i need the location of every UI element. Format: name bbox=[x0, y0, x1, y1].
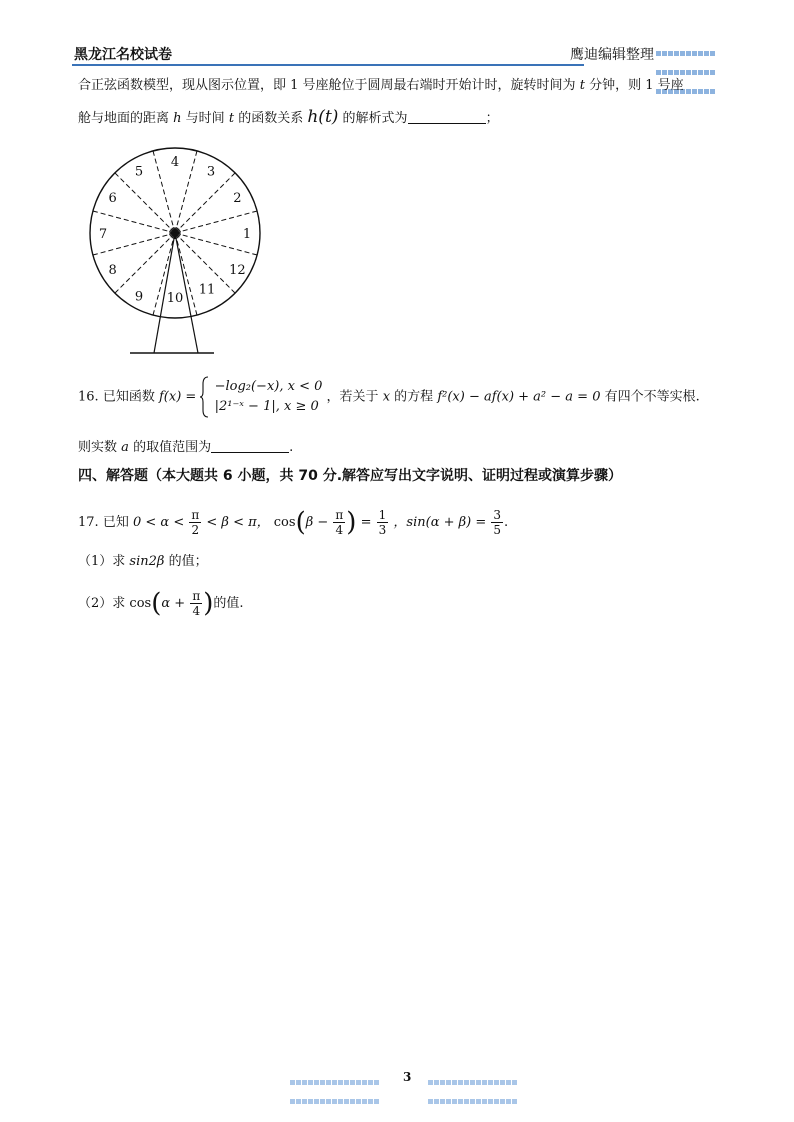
piecewise-function bbox=[200, 376, 322, 418]
seat-label: 7 bbox=[98, 227, 108, 242]
header-right-title: 鹰迪编辑整理 bbox=[570, 47, 654, 63]
left-brace-icon bbox=[200, 376, 210, 418]
wheel-spoke bbox=[175, 173, 235, 233]
seat-label: 6 bbox=[108, 191, 117, 206]
seat-label: 11 bbox=[198, 282, 216, 298]
problem16-equation: f²(x) − af(x) + a² − a = 0 bbox=[437, 389, 601, 405]
fraction-pi-over-2: $\frac{\pi}{2}$ bbox=[191, 508, 200, 537]
problem17-question-1: （1）求 sin2β 的值； bbox=[78, 554, 208, 569]
problem17-question-2: （2）求 cos(α + $\frac{\pi}{4}$ )的值. bbox=[78, 588, 244, 619]
problem16-line1: 16. 已知函数 f(x) = −log₂(−x), x < 0 |2¹⁻ˣ − 1|, x ≥ 0 ，若关于 x 的方程 f²(x) − af(x) + a² − a = 0 有四个不等实根. bbox=[78, 376, 700, 416]
seat-label: 8 bbox=[108, 263, 117, 278]
header-decoration bbox=[656, 42, 722, 66]
seat-label: 10 bbox=[166, 291, 184, 306]
piecewise-case-1: −log₂(−x), x < 0 bbox=[214, 379, 323, 394]
footer-decoration-right bbox=[428, 1071, 518, 1109]
problem17-statement: 17. 已知 0 < α < $\frac{\pi}{2}$ < β < π， cos(β − $\frac{\pi}{4}$ ) = $\frac{1}{3}$ ，sin(α + β) = $\frac{3}{5}$ . bbox=[78, 507, 509, 538]
seat-label: 2 bbox=[233, 191, 242, 206]
seat-label: 12 bbox=[229, 263, 246, 278]
header-rule bbox=[72, 64, 584, 66]
fraction-three-fifths: $\frac{3}{5}$ bbox=[493, 508, 502, 537]
fraction-pi-over-4: $\frac{\pi}{4}$ bbox=[335, 508, 344, 537]
page-header bbox=[72, 40, 722, 64]
problem15-line2: 舱与地面的距离 h 与时间 t 的函数关系 h(t) 的解析式为 ； bbox=[78, 107, 499, 127]
problem15-line1: 合正弦函数模型，现从图示位置，即 1 号座舱位于圆周最右端时开始计时，旋转时间为 t 分钟，则 1 号座 bbox=[78, 78, 684, 93]
seat-label: 4 bbox=[170, 155, 180, 170]
ferris-wheel-figure bbox=[78, 140, 278, 360]
section-heading: 四、解答题（本大题共 6 小题，共 70 分.解答应写出文字说明、证明过程或演算步骤） bbox=[78, 468, 623, 484]
problem16-line2: 则实数 a 的取值范围为 . bbox=[78, 440, 294, 455]
header-left-title: 黑龙江名校试卷 bbox=[74, 47, 172, 63]
fraction-pi-over-4-q2: $\frac{\pi}{4}$ bbox=[192, 589, 201, 618]
seat-label: 5 bbox=[134, 164, 144, 180]
answer-blank-15[interactable] bbox=[408, 109, 486, 124]
function-h-of-t: h(t) bbox=[307, 107, 339, 127]
answer-blank-16[interactable] bbox=[211, 438, 289, 453]
page-footer bbox=[290, 1068, 540, 1088]
footer-decoration-left bbox=[290, 1071, 380, 1109]
seat-label: 1 bbox=[242, 227, 252, 242]
seat-label: 3 bbox=[206, 164, 216, 180]
fraction-one-third: $\frac{1}{3}$ bbox=[378, 508, 387, 537]
page-number: 3 bbox=[403, 1070, 412, 1084]
piecewise-case-2: |2¹⁻ˣ − 1|, x ≥ 0 bbox=[214, 399, 319, 414]
seat-label: 9 bbox=[134, 289, 144, 305]
wheel-spoke bbox=[115, 173, 175, 233]
